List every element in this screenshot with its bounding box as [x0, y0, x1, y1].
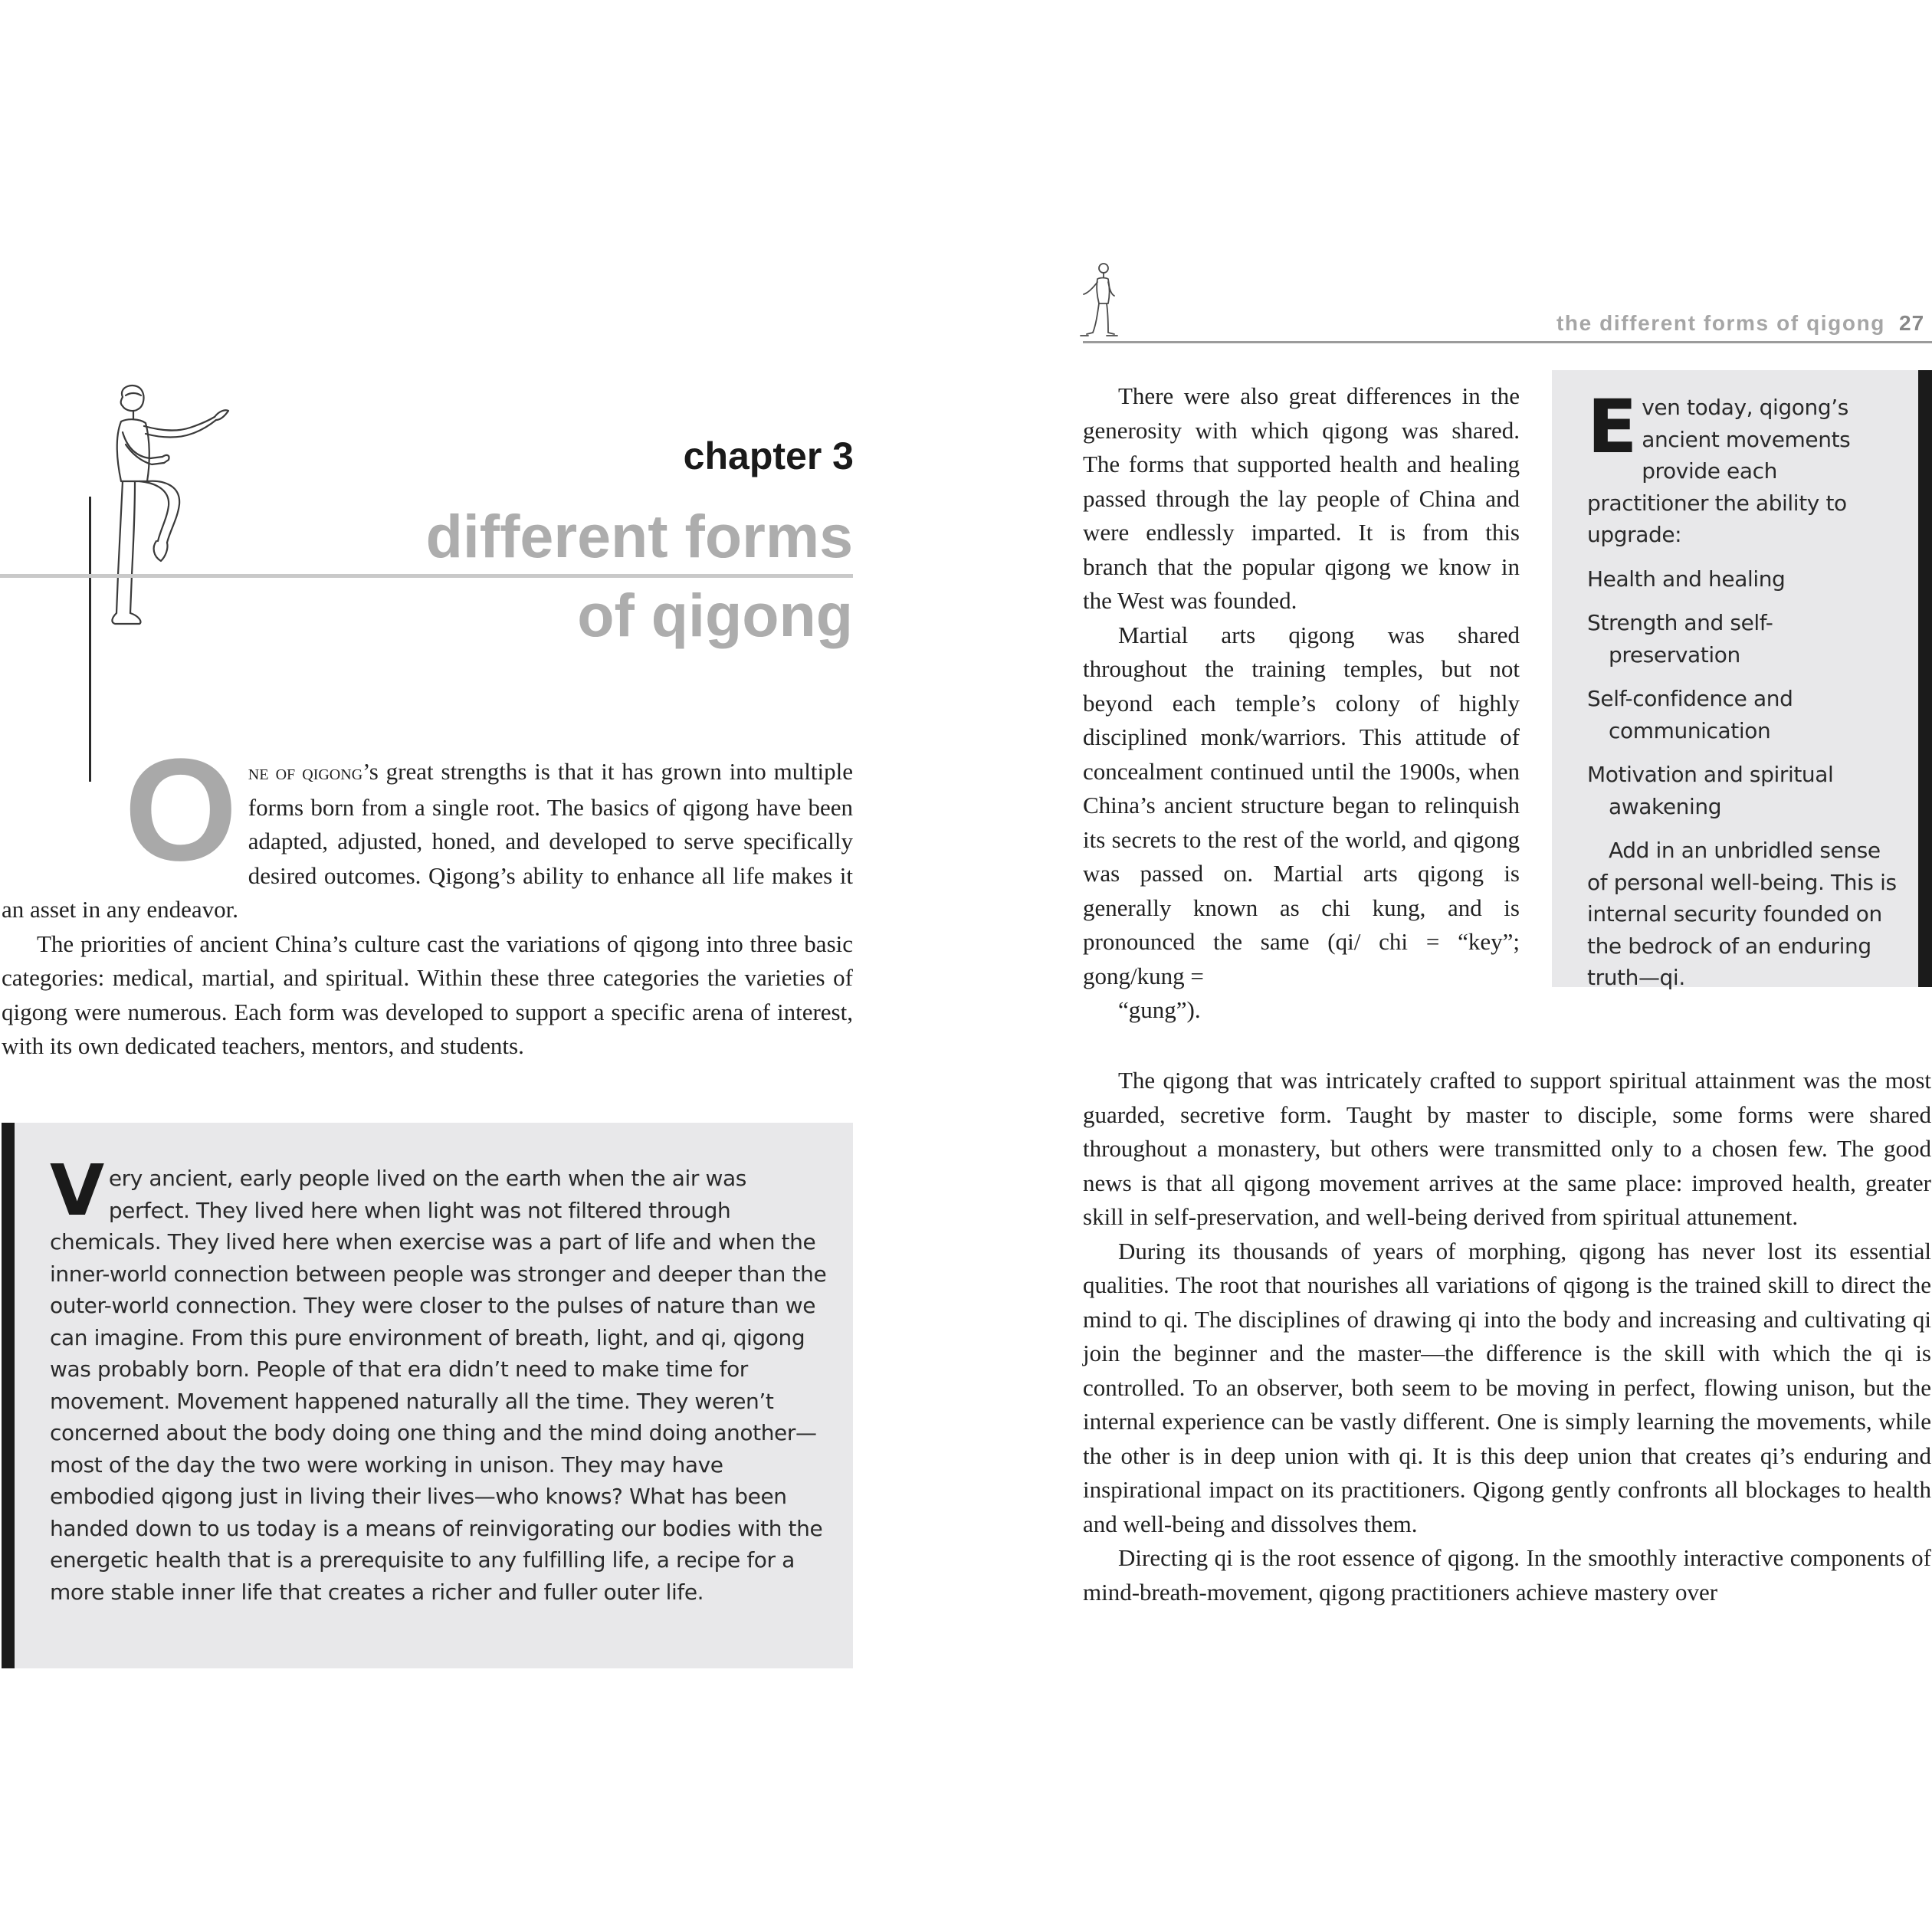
left-sidebar-box: [2, 1123, 853, 1668]
sidebar-drop-cap: V: [50, 1150, 104, 1232]
right-body-text: [1083, 1064, 1931, 1609]
opening-paragraph: [2, 729, 853, 927]
qigong-figure-illustration: [100, 383, 238, 636]
chapter-title-rule: [0, 574, 853, 578]
drop-cap-letter: O: [124, 729, 238, 891]
sidebar-text: [50, 1150, 832, 1608]
header-rule: [1083, 341, 1932, 343]
sidebar-closing: Add in an unbridled sense of personal well-being. This is internal security founded on the bedrock of an enduring truth—qi.: [1587, 838, 1897, 990]
opening-small-caps: ne of qigong: [248, 761, 363, 785]
chapter-title-line-2: of qigong: [577, 581, 853, 649]
paragraph: The priorities of ancient China’s culture cast the variations of qigong into three basic categories: medical, martial, and spiritual. Within these three categories the varieties of qigong were numerous. Each form was developed to support a specific arena of interest, with its own dedicated teachers, mentors, and students.: [2, 930, 853, 1059]
sidebar-list-item: Motivation and spiritual awakening: [1587, 762, 1834, 819]
paragraph: There were also great differences in the generosity with which qigong was shared. The forms that supported health and healing passed through the lay people of China and were endlessly imparted. It is from this branch that the popular qigong we know in the West was founded.: [1083, 382, 1520, 614]
paragraph: During its thousands of years of morphing, qigong has never lost its essential qualities. The root that nourishes all variations of qigong is the trained skill to direct the mind to qi. The disciplines of drawing qi into the body and increasing and cultivating qi join the beginner and the master—the difference is the skill with which the qi is controlled. To an observer, both seem to be moving in perfect, flowing unison, but the internal experience can be vastly different. One is simply learning the movements, while the other is in deep union with qi. It is this deep union that creates qi’s enduring and inspirational impact on its practitioners. Qigong gently confronts all blockages to health and well-being and dissolves them.: [1083, 1237, 1931, 1537]
right-sidebar-box: [1552, 370, 1932, 990]
sidebar-intro-text: ven today, qigong’s ancient movements provide each practitioner the ability to upgrade:: [1587, 395, 1851, 547]
paragraph: The qigong that was intricately crafted to support spiritual attainment was the most guarded, secretive form. Taught by master to disciple, some forms were shared throughout a monastery, but others were transmitted only to a chosen few. The good news is that all qigong movement arrives at the same place: improved health, greater skill in self-preservation, and well-being derived from spiritual attunement.: [1083, 1067, 1931, 1230]
sidebar-drop-cap: E: [1587, 384, 1638, 470]
right-column-text: [1083, 379, 1520, 1028]
paragraph-tail: “gung”).: [1118, 996, 1201, 1023]
chapter-label: chapter 3: [683, 435, 854, 477]
sidebar-intro: [1587, 384, 1901, 551]
paragraph-text: ’s great strengths is that it has grown into multiple forms born from a single root. The basics of qigong have been adapted, adjusted, honed, and developed to serve specifically desired outcomes. Qigong’s ability to enhance all life makes it an asset in any endeavor.: [2, 758, 853, 923]
paragraph: Martial arts qigong was shared throughout the training temples, but not beyond each temple’s colony of highly disciplined monk/warriors. This attitude of concealment continued until the 1900s, when China’s ancient structure began to relinquish its secrets to the rest of the world, and qigong was passed on. Martial arts qigong is generally known as chi kung, and is pronounced the same (qi/ chi = “key”; gong/kung =: [1083, 621, 1520, 989]
paragraph: Directing qi is the root essence of qigong. In the smoothly interactive components of mind-breath-movement, qigong practitioners achieve mastery over: [1083, 1544, 1931, 1606]
sidebar-list-item: Self-confidence and communication: [1587, 686, 1793, 743]
sidebar-list-item: Strength and self-preservation: [1587, 610, 1773, 668]
header-figure-icon: [1079, 261, 1119, 337]
page-number: 27: [1899, 311, 1925, 335]
sidebar-list-item: Health and healing: [1587, 566, 1786, 592]
left-body-text: [2, 729, 853, 1064]
sidebar-body: ery ancient, early people lived on the earth when the air was perfect. They lived here when light was not filtered through chemicals. They lived here when exercise was a part of life and when the inner-world connection between people was stronger and deeper than the outer-world connection. They were closer to the pulses of nature than we can imagine. From this pure environment of breath, light, and qi, qigong was probably born. People of that era didn’t need to make time for movement. Movement happened naturally all the time. They weren’t concerned about the body doing one thing and the mind doing another—most of the day the two were working in unison. They may have embodied qigong just in living their lives—who knows? What has been handed down to us today is a means of reinvigorating our bodies with the energetic health that is a prerequisite to any fulfilling life, a recipe for a more stable inner life that creates a richer and fuller outer life.: [50, 1166, 827, 1605]
chapter-title-line-1: different forms: [425, 502, 853, 570]
sidebar-content: [1587, 384, 1901, 994]
chapter-vertical-rule: [89, 497, 91, 782]
running-head: the different forms of qigong: [1556, 311, 1885, 335]
